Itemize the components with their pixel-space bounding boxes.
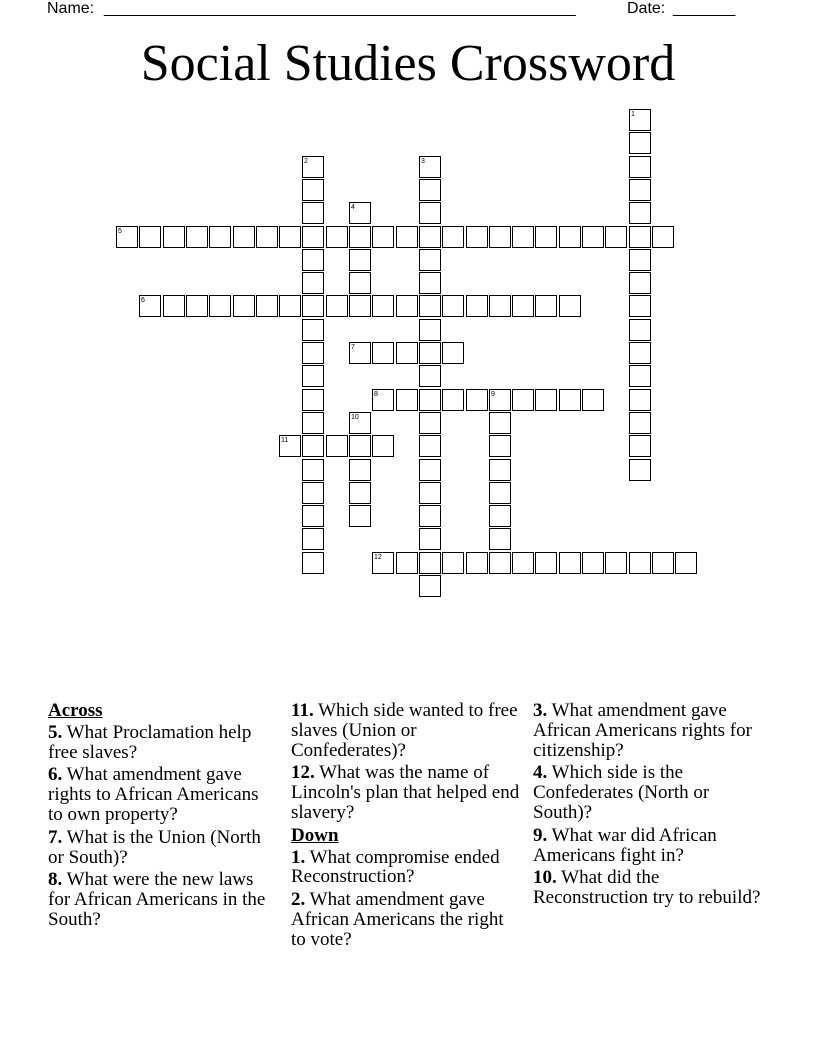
crossword-cell[interactable] — [349, 272, 371, 294]
crossword-cell[interactable] — [419, 552, 441, 574]
crossword-cell[interactable] — [559, 552, 581, 574]
crossword-cell[interactable] — [489, 295, 511, 317]
crossword-cell[interactable] — [372, 295, 394, 317]
crossword-cell[interactable] — [302, 179, 324, 201]
crossword-cell[interactable] — [442, 342, 464, 364]
crossword-cell[interactable] — [349, 459, 371, 481]
clue-number: 8. — [48, 869, 63, 891]
crossword-cell[interactable] — [396, 295, 418, 317]
cell-number: 12 — [374, 554, 382, 561]
across-clue-8 — [48, 870, 278, 929]
crossword-cell[interactable] — [302, 482, 324, 504]
crossword-cell[interactable] — [372, 342, 394, 364]
crossword-cell[interactable] — [349, 226, 371, 248]
crossword-cell[interactable] — [419, 435, 441, 457]
crossword-cell[interactable] — [233, 226, 255, 248]
clue-text: What war did African Americans fight in? — [533, 824, 717, 866]
clue-text: What amendment gave African Americans the right to vote? — [291, 889, 504, 950]
cell-number: 7 — [351, 344, 355, 351]
clue-text: What is the Union (North or South)? — [48, 826, 261, 868]
crossword-cell[interactable] — [629, 295, 651, 317]
crossword-cell[interactable] — [419, 226, 441, 248]
crossword-cell[interactable] — [489, 412, 511, 434]
crossword-cell[interactable] — [419, 505, 441, 527]
clue-text: Which side is the Confederates (North or South)? — [533, 762, 710, 823]
clue-column-2 — [291, 701, 521, 953]
down-clue-3 — [533, 701, 763, 760]
crossword-cell[interactable] — [675, 552, 697, 574]
crossword-cell[interactable] — [302, 459, 324, 481]
cell-number: 3 — [421, 158, 425, 165]
crossword-cell[interactable] — [535, 295, 557, 317]
crossword-cell[interactable] — [372, 552, 394, 574]
crossword-cell[interactable] — [442, 389, 464, 411]
crossword-cell[interactable] — [139, 226, 161, 248]
crossword-cell[interactable] — [419, 528, 441, 550]
across-clue-12 — [291, 763, 521, 822]
crossword-cell[interactable] — [629, 156, 651, 178]
crossword-cell[interactable] — [489, 505, 511, 527]
crossword-cell[interactable] — [466, 226, 488, 248]
crossword-cell[interactable] — [442, 226, 464, 248]
crossword-cell[interactable] — [326, 295, 348, 317]
crossword-cell[interactable] — [489, 528, 511, 550]
crossword-cell[interactable] — [489, 226, 511, 248]
crossword-cell[interactable] — [139, 295, 161, 317]
crossword-cell[interactable] — [419, 575, 441, 597]
clue-text: What amendment gave rights to African Americans to own property? — [48, 764, 259, 825]
crossword-cell[interactable] — [302, 319, 324, 341]
crossword-cell[interactable] — [163, 295, 185, 317]
crossword-cell[interactable] — [629, 226, 651, 248]
crossword-cell[interactable] — [396, 226, 418, 248]
crossword-cell[interactable] — [419, 342, 441, 364]
crossword-cell[interactable] — [349, 202, 371, 224]
crossword-cell[interactable] — [419, 319, 441, 341]
crossword-cell[interactable] — [512, 552, 534, 574]
crossword-cell[interactable] — [302, 226, 324, 248]
crossword-cell[interactable] — [419, 482, 441, 504]
cell-number: 2 — [304, 158, 308, 165]
crossword-cell[interactable] — [535, 552, 557, 574]
clue-number: 1. — [291, 846, 306, 868]
crossword-cell[interactable] — [629, 319, 651, 341]
crossword-cell[interactable] — [419, 249, 441, 271]
crossword-cell[interactable] — [302, 202, 324, 224]
crossword-cell[interactable] — [302, 552, 324, 574]
name-label: Name: — [47, 0, 95, 17]
crossword-cell[interactable] — [302, 435, 324, 457]
crossword-cell[interactable] — [349, 249, 371, 271]
crossword-cell[interactable] — [302, 528, 324, 550]
clue-number: 9. — [533, 824, 548, 846]
crossword-cell[interactable] — [302, 272, 324, 294]
cell-number: 9 — [491, 391, 495, 398]
crossword-cell[interactable] — [116, 226, 138, 248]
clue-text: What did the Reconstruction try to rebuild? — [533, 867, 761, 909]
crossword-cell[interactable] — [372, 435, 394, 457]
clue-text: Which side wanted to free slaves (Union or Confederates)? — [291, 700, 518, 761]
date-field[interactable]: _______ — [673, 0, 736, 17]
crossword-cell[interactable] — [186, 226, 208, 248]
crossword-cell[interactable] — [372, 226, 394, 248]
crossword-cell[interactable] — [419, 459, 441, 481]
down-clue-9 — [533, 826, 763, 866]
crossword-cell[interactable] — [629, 552, 651, 574]
crossword-cell[interactable] — [629, 365, 651, 387]
crossword-cell[interactable] — [256, 226, 278, 248]
crossword-cell[interactable] — [629, 389, 651, 411]
crossword-cell[interactable] — [489, 389, 511, 411]
crossword-cell[interactable] — [652, 226, 674, 248]
clue-number: 12. — [291, 762, 315, 784]
crossword-cell[interactable] — [349, 482, 371, 504]
crossword-cell[interactable] — [279, 435, 301, 457]
clue-number: 6. — [48, 764, 63, 786]
crossword-cell[interactable] — [582, 552, 604, 574]
cell-number: 1 — [631, 111, 635, 118]
across-clue-11 — [291, 701, 521, 760]
name-field[interactable]: _____________________________________________________ — [104, 0, 576, 17]
crossword-cell[interactable] — [349, 295, 371, 317]
crossword-cell[interactable] — [372, 389, 394, 411]
clue-number: 5. — [48, 721, 63, 743]
crossword-cell[interactable] — [256, 295, 278, 317]
crossword-cell[interactable] — [466, 552, 488, 574]
clue-text: What was the name of Lincoln's plan that helped end slavery? — [291, 762, 520, 823]
clue-number: 7. — [48, 826, 63, 848]
crossword-cell[interactable] — [489, 459, 511, 481]
crossword-cell[interactable] — [302, 365, 324, 387]
crossword-cell[interactable] — [559, 389, 581, 411]
crossword-cell[interactable] — [396, 342, 418, 364]
crossword-cell[interactable] — [629, 412, 651, 434]
crossword-cell[interactable] — [629, 179, 651, 201]
crossword-cell[interactable] — [512, 226, 534, 248]
crossword-cell[interactable] — [279, 226, 301, 248]
crossword-cell[interactable] — [396, 389, 418, 411]
crossword-cell[interactable] — [605, 226, 627, 248]
crossword-cell[interactable] — [559, 295, 581, 317]
crossword-cell[interactable] — [442, 295, 464, 317]
crossword-cell[interactable] — [349, 412, 371, 434]
across-clue-7 — [48, 828, 278, 868]
clue-text: What amendment gave African Americans rights for citizenship? — [533, 700, 752, 761]
crossword-cell[interactable] — [186, 295, 208, 317]
crossword-cell[interactable] — [349, 342, 371, 364]
crossword-cell[interactable] — [302, 505, 324, 527]
cell-number: 6 — [141, 297, 145, 304]
crossword-cell[interactable] — [582, 226, 604, 248]
clue-number: 4. — [533, 762, 548, 784]
crossword-cell[interactable] — [302, 156, 324, 178]
clue-number: 2. — [291, 889, 306, 911]
across-clue-6 — [48, 765, 278, 824]
crossword-cell[interactable] — [559, 226, 581, 248]
across-clue-5 — [48, 723, 278, 763]
down-heading: Down — [291, 824, 339, 846]
crossword-cell[interactable] — [326, 435, 348, 457]
clue-text: What compromise ended Reconstruction? — [291, 846, 500, 888]
crossword-cell[interactable] — [302, 249, 324, 271]
crossword-cell[interactable] — [466, 295, 488, 317]
down-clue-2 — [291, 890, 521, 949]
crossword-cell[interactable] — [419, 156, 441, 178]
crossword-cell[interactable] — [466, 389, 488, 411]
crossword-cell[interactable] — [652, 552, 674, 574]
crossword-cell[interactable] — [209, 226, 231, 248]
clue-column-3 — [533, 701, 763, 911]
down-clue-10 — [533, 868, 763, 908]
crossword-cell[interactable] — [489, 552, 511, 574]
crossword-cell[interactable] — [209, 295, 231, 317]
crossword-cell[interactable] — [629, 459, 651, 481]
cell-number: 4 — [351, 204, 355, 211]
crossword-cell[interactable] — [326, 226, 348, 248]
crossword-cell[interactable] — [419, 412, 441, 434]
crossword-cell[interactable] — [419, 272, 441, 294]
crossword-cell[interactable] — [535, 389, 557, 411]
crossword-cell[interactable] — [396, 552, 418, 574]
crossword-cell[interactable] — [489, 435, 511, 457]
crossword-cell[interactable] — [419, 389, 441, 411]
crossword-cell[interactable] — [419, 202, 441, 224]
crossword-cell[interactable] — [302, 389, 324, 411]
crossword-cell[interactable] — [629, 132, 651, 154]
cell-number: 8 — [374, 391, 378, 398]
crossword-cell[interactable] — [419, 179, 441, 201]
clue-number: 11. — [291, 700, 314, 721]
clue-number: 10. — [533, 867, 557, 889]
clue-number: 3. — [533, 700, 548, 721]
crossword-cell[interactable] — [302, 412, 324, 434]
crossword-cell[interactable] — [629, 435, 651, 457]
crossword-cell[interactable] — [419, 365, 441, 387]
crossword-cell[interactable] — [302, 342, 324, 364]
crossword-cell[interactable] — [279, 295, 301, 317]
crossword-cell[interactable] — [582, 389, 604, 411]
crossword-cell[interactable] — [629, 342, 651, 364]
crossword-cell[interactable] — [629, 109, 651, 131]
crossword-cell[interactable] — [419, 295, 441, 317]
crossword-cell[interactable] — [163, 226, 185, 248]
cell-number: 11 — [281, 437, 289, 444]
clue-text: What were the new laws for African Americans in the South? — [48, 869, 266, 930]
crossword-cell[interactable] — [629, 272, 651, 294]
crossword-cell[interactable] — [302, 295, 324, 317]
cell-number: 10 — [351, 414, 359, 421]
crossword-cell[interactable] — [629, 249, 651, 271]
crossword-cell[interactable] — [349, 505, 371, 527]
crossword-cell[interactable] — [442, 552, 464, 574]
page-title: Social Studies Crossword — [140, 35, 676, 92]
date-label: Date: — [627, 0, 666, 17]
crossword-cell[interactable] — [605, 552, 627, 574]
crossword-cell[interactable] — [349, 435, 371, 457]
crossword-cell[interactable] — [629, 202, 651, 224]
crossword-cell[interactable] — [512, 295, 534, 317]
clue-column-1 — [48, 701, 278, 933]
clue-text: What Proclamation help free slaves? — [48, 721, 252, 763]
crossword-cell[interactable] — [233, 295, 255, 317]
down-clue-4 — [533, 763, 763, 822]
crossword-cell[interactable] — [535, 226, 557, 248]
cell-number: 5 — [118, 228, 122, 235]
crossword-cell[interactable] — [512, 389, 534, 411]
across-heading: Across — [48, 700, 103, 721]
down-clue-1 — [291, 848, 521, 888]
crossword-cell[interactable] — [489, 482, 511, 504]
